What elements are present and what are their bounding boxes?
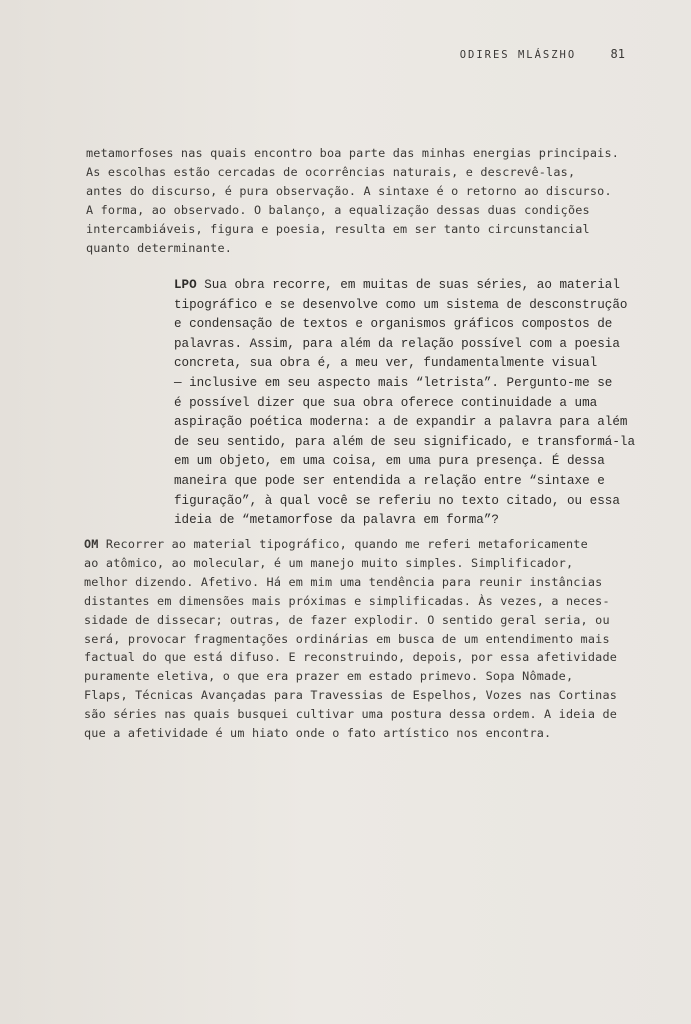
page-number: 81 — [610, 47, 625, 61]
text-line: distantes em dimensões mais próximas e simplificadas. Às vezes, a neces- — [84, 593, 610, 608]
text-line: de seu sentido, para além de seu significado, e transformá-la — [174, 434, 636, 449]
text-line: puramente eletiva, o que era prazer em estado primevo. Sopa Nômade, — [84, 669, 574, 684]
text-line: figuração”, à qual você se referiu no texto citado, ou essa — [174, 493, 620, 508]
text-line: ideia de “metamorfose da palavra em forma”? — [174, 513, 499, 528]
text-line: A forma, ao observado. O balanço, a equalização dessas duas condições — [86, 202, 590, 217]
text-line: intercambiáveis, figura e poesia, resulta em ser tanto circunstancial — [86, 221, 590, 236]
running-header — [460, 47, 625, 61]
text-line: são séries nas quais busquei cultivar uma postura dessa ordem. A ideia de — [84, 707, 618, 722]
text-line: sidade de dissecar; outras, de fazer explodir. O sentido geral seria, ou — [84, 612, 610, 627]
text-line: As escolhas estão cercadas de ocorrências naturais, e descrevê-las, — [86, 164, 576, 179]
text-line: aspiração poética moderna: a de expandir a palavra para além — [174, 415, 628, 430]
header-author: ODIRES MLÁSZHO — [459, 49, 577, 61]
text-line: quanto determinante. — [86, 240, 233, 255]
text-line: melhor dizendo. Afetivo. Há em mim uma tendência para reunir instâncias — [84, 574, 603, 589]
speaker-label: OM — [84, 537, 99, 551]
text-line: LPO Sua obra recorre, em muitas de suas séries, ao material — [174, 278, 620, 292]
interview-question — [174, 276, 635, 531]
text-line: — inclusive em seu aspecto mais “letrista”. Pergunto-me se — [174, 375, 613, 390]
text-line: tipográfico e se desenvolve como um sistema de desconstrução — [174, 297, 628, 312]
text-line: e condensação de textos e organismos gráficos compostos de — [174, 317, 613, 332]
body-paragraph-continuation — [86, 144, 619, 257]
text-line: que a afetividade é um hiato onde o fato artístico nos encontra. — [84, 726, 552, 741]
text-line: antes do discurso, é pura observação. A sintaxe é o retorno ao discurso. — [86, 183, 612, 198]
text-line: será, provocar fragmentações ordinárias em busca de um entendimento mais — [84, 631, 610, 646]
text-line: palavras. Assim, para além da relação possível com a poesia — [174, 336, 620, 351]
text-line: concreta, sua obra é, a meu ver, fundamentalmente visual — [174, 356, 598, 371]
text-line: metamorfoses nas quais encontro boa parte das minhas energias principais. — [86, 146, 620, 160]
text-line: em um objeto, em uma coisa, em uma pura presença. É dessa — [174, 454, 605, 469]
text-line: Flaps, Técnicas Avançadas para Travessias de Espelhos, Vozes nas Cortinas — [84, 688, 618, 703]
text-line: é possível dizer que sua obra oferece continuidade a uma — [174, 395, 598, 410]
speaker-label: LPO — [174, 278, 197, 292]
text-line: maneira que pode ser entendida a relação entre “sintaxe e — [174, 473, 605, 488]
text-line: ao atômico, ao molecular, é um manejo muito simples. Simplificador, — [84, 555, 574, 570]
interview-answer — [84, 535, 617, 743]
text-line: OM Recorrer ao material tipográfico, quando me referi metaforicamente — [84, 537, 588, 551]
text-line: factual do que está difuso. E reconstruindo, depois, por essa afetividade — [84, 650, 618, 665]
